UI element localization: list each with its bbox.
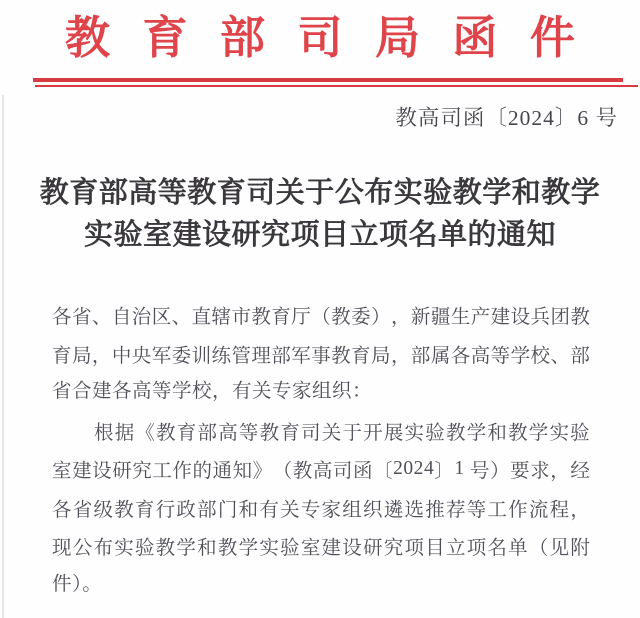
body-line-3: 省合建各高等学校，有关专家组织： [52,381,373,402]
body-line-2: 育 局 ， 中 央 军 委 训 练 管 理 部 军 事 教 育 局 ， 部 属 各 高 等 学 校 、 部 [52,345,590,367]
body-line-6: 各 省 级 教 育 行 政 部 门 和 有 关 专 家 组 织 遴 选 推 荐 等 工 作 流 程 ， [52,499,590,521]
body-line-8: 件）。 [52,573,103,595]
notice-title-line-1: 教育部高等教育司关于公布实验教学和教学 [39,177,601,209]
letterhead-title: 教 育 部 司 局 函 件 [65,12,575,63]
body-line-1: 各 省 、 自 治 区 、 直 辖 市 教 育 厅 （ 教 委 ） ， 新 疆 生 产 建 设 兵 团 教 [52,307,590,329]
notice-body [52,296,590,604]
body-line-4: 根 据 《 教 育 部 高 等 教 育 司 关 于 开 展 实 验 教 学 和 教 学 实 验 [94,422,590,444]
body-line-7: 现 公 布 实 验 教 学 和 教 学 实 验 室 建 设 研 究 项 目 立 项 名 单 （ 见 附 [52,538,590,560]
notice-title-line-2: 实验室建设研究项目立项名单的通知 [83,219,556,251]
doc-number: 教高司函〔2024〕6 号 [395,106,618,130]
body-line-5: 室 建 设 研 究 工 作 的 通 知 》 （ 教 高 司 函 〔 2 0 2 4 〕 1 号 ） 要 求 ， 经 [52,458,590,483]
red-rule-thin [35,85,638,87]
notice-title [0,172,640,256]
red-rule-thick [33,78,623,82]
